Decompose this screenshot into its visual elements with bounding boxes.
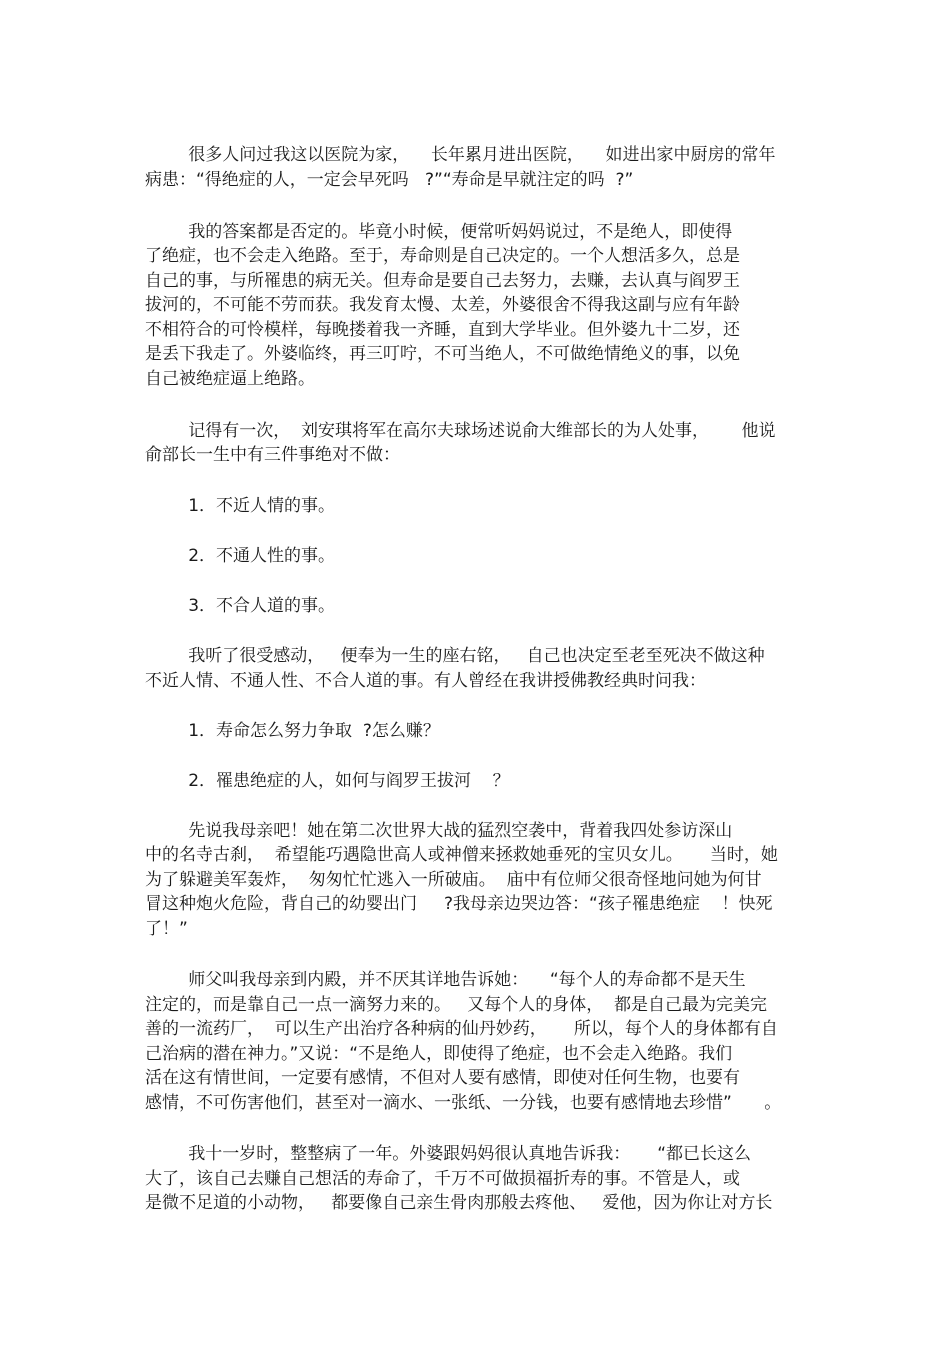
list-item: 1．寿命怎么努力争取 ?怎么赚？ [145,721,440,741]
text-line: 先说我母亲吧！她在第二次世界大战的猛烈空袭中，背着我四处参访深山 [145,821,733,841]
text-line: 己治病的潜在神力。”又说：“不是绝人，即使得了绝症，也不会走入绝路。我们 [145,1044,733,1064]
text-line: 是丢下我走了。外婆临终，再三叮咛，不可当绝人，不可做绝情绝义的事，以免 [145,344,740,364]
text-line: 了绝症，也不会走入绝路。至于，寿命则是自己决定的。一个人想活多久，总是 [145,246,740,266]
text-line: 记得有一次， 刘安琪将军在高尔夫球场述说俞大维部长的为人处事， 他说 [145,421,776,441]
text-line: 为了躲避美军轰炸， 匆匆忙忙逃入一所破庙。 庙中有位师父很奇怪地问她为何甘 [145,870,762,890]
text-line: 拔河的，不可能不劳而获。我发育太慢、太差，外婆很舍不得我这副与应有年龄 [145,295,740,315]
text-line: 善的一流药厂， 可以生产出治疗各种病的仙丹妙药， 所以，每个人的身体都有自 [145,1019,778,1039]
text-line: 我十一岁时，整整病了一年。外婆跟妈妈很认真地告诉我： “都已长这么 [145,1144,752,1164]
text-line: 感情，不可伤害他们，甚至对一滴水、一张纸、一分钱，也要有感情地去珍惜” 。 [145,1093,782,1113]
list-item: 2．不通人性的事。 [145,546,336,566]
text-line: 病患：“得绝症的人，一定会早死吗 ?”“寿命是早就注定的吗 ?” [145,170,634,190]
text-line: 很多人问过我这以医院为家， 长年累月进出医院， 如进出家中厨房的常年 [145,145,776,165]
text-line: 俞部长一生中有三件事绝对不做： [145,445,400,465]
text-line: 注定的，而是靠自己一点一滴努力来的。 又每个人的身体， 都是自己最为完美完 [145,995,768,1015]
text-line: 大了，该自己去赚自己想活的寿命了，千万不可做损福折寿的事。不管是人，或 [145,1169,740,1189]
text-line: 不相符合的可怜模样，每晚搂着我一齐睡，直到大学毕业。但外婆九十二岁，还 [145,320,740,340]
text-line: 是微不足道的小动物， 都要像自己亲生骨肉那般去疼他、 爱他，因为你让对方长 [145,1193,773,1213]
list-item: 1．不近人情的事。 [145,496,336,516]
list-item: 3．不合人道的事。 [145,596,336,616]
text-line: 活在这有情世间，一定要有感情，不但对人要有感情，即使对任何生物，也要有 [145,1068,740,1088]
text-line: 我听了很受感动， 便奉为一生的座右铭， 自己也决定至老至死决不做这种 [145,646,765,666]
text-line: 了！” [145,919,188,939]
list-item: 2．罹患绝症的人，如何与阎罗王拔河 ？ [145,771,510,791]
text-line: 自己被绝症逼上绝路。 [145,369,315,389]
text-line: 不近人情、不通人性、不合人道的事。有人曾经在我讲授佛教经典时问我： [145,671,706,691]
text-line: 师父叫我母亲到内殿，并不厌其详地告诉她： “每个人的寿命都不是天生 [145,970,746,990]
text-line: 冒这种炮火危险，背自己的幼婴出门 ?我母亲边哭边答：“孩子罹患绝症 ！快死 [145,894,773,914]
text-line: 中的名寺古刹， 希望能巧遇隐世高人或神僧来拯救她垂死的宝贝女儿。 当时，她 [145,845,778,865]
text-line: 自己的事，与所罹患的病无关。但寿命是要自己去努力，去赚，去认真与阎罗王 [145,271,740,291]
text-line: 我的答案都是否定的。毕竟小时候，便常听妈妈说过，不是绝人，即使得 [145,222,733,242]
